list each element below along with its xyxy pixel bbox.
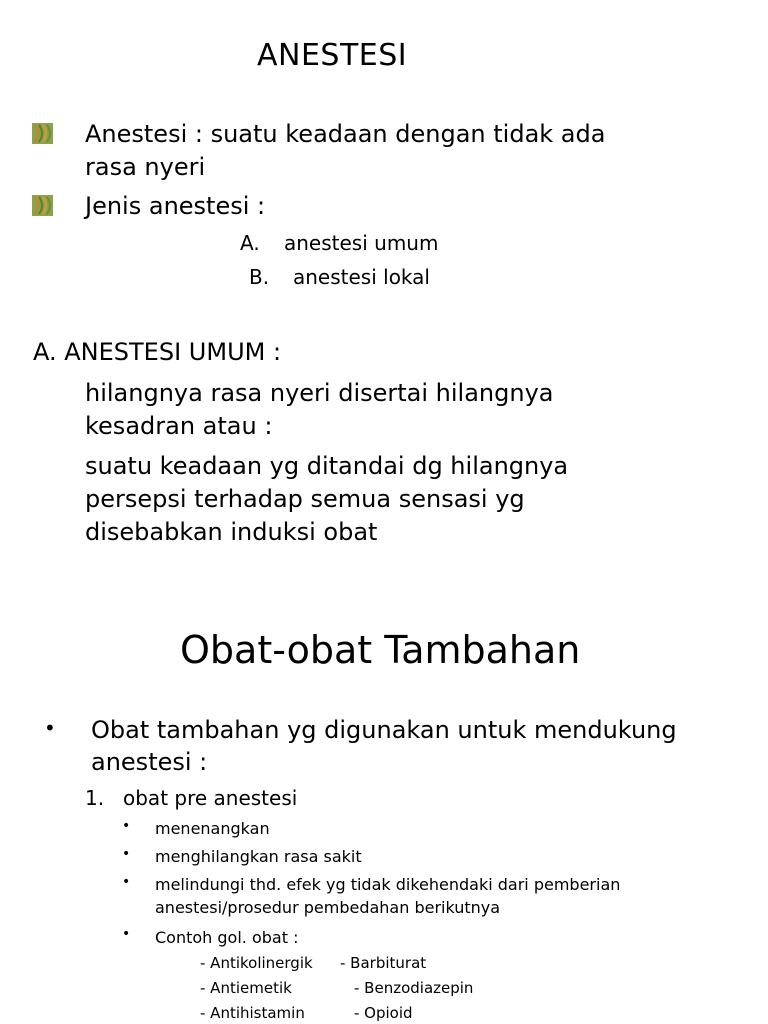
list-item: anestesi umum	[284, 231, 439, 255]
decorative-bullet-icon	[32, 195, 53, 216]
list-item: obat pre anestesi	[123, 786, 298, 810]
bullet-dot-icon: •	[122, 818, 131, 834]
drug-item: - Benzodiazepin	[354, 979, 474, 997]
drug-item: - Opioid	[354, 1004, 413, 1022]
page-title: ANESTESI	[257, 38, 408, 73]
list-item: menghilangkan rasa sakit	[155, 847, 362, 866]
list-marker: A.	[240, 231, 260, 255]
types-label: Jenis anestesi :	[85, 192, 266, 220]
drug-item: - Antihistamin	[200, 1004, 305, 1022]
decorative-bullet-icon	[32, 123, 53, 144]
list-marker: 1.	[85, 786, 105, 810]
drug-item: - Antikolinergik	[200, 954, 313, 972]
list-item: anestesi lokal	[293, 265, 430, 289]
section-heading: A. ANESTESI UMUM :	[33, 338, 282, 366]
bullet-dot-icon: •	[122, 846, 131, 862]
bullet-dot-icon: •	[122, 874, 131, 890]
section-heading: Obat-obat Tambahan	[180, 628, 581, 672]
list-item: Contoh gol. obat :	[155, 928, 299, 947]
definition-text: Anestesi : suatu keadaan dengan tidak ada rasa nyeri	[85, 120, 606, 181]
list-item: menenangkan	[155, 819, 270, 838]
bullet-dot-icon: •	[122, 926, 131, 942]
list-marker: B.	[249, 265, 270, 289]
paragraph: suatu keadaan yg ditandai dg hilangnya persepsi terhadap semua sensasi yg disebabkan induksi obat	[85, 452, 569, 546]
drug-item: - Antiemetik	[200, 979, 292, 997]
paragraph: hilangnya rasa nyeri disertai hilangnya kesadran atau :	[85, 379, 554, 440]
drug-item: - Barbiturat	[340, 954, 427, 972]
intro-paragraph: Obat tambahan yg digunakan untuk mendukung anestesi :	[91, 716, 677, 776]
bullet-dot-icon: •	[44, 716, 56, 740]
list-item: melindungi thd. efek yg tidak dikehendaki dari pemberian anestesi/prosedur pembedahan berikutnya	[155, 875, 621, 917]
